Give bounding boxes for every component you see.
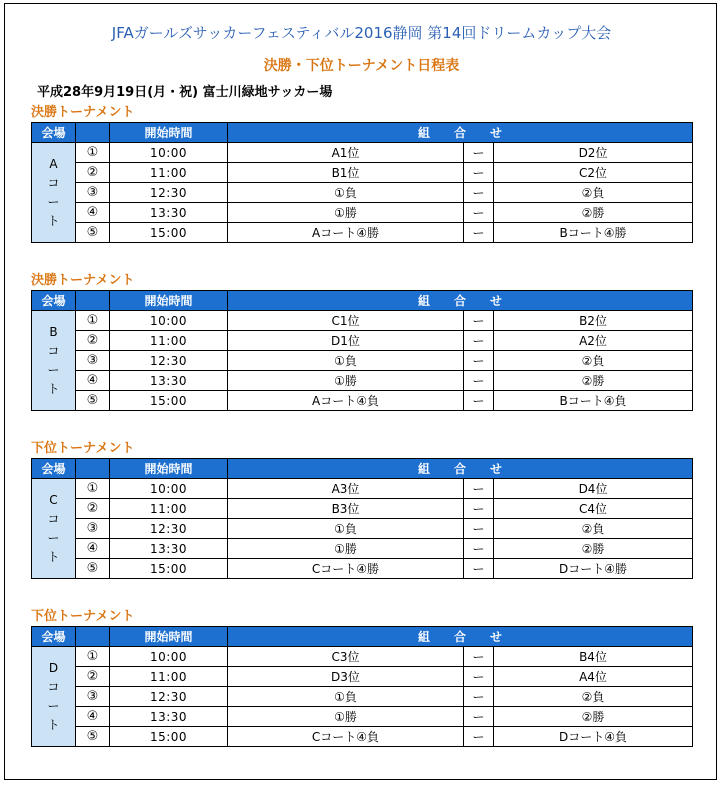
court-char: コ: [47, 511, 60, 526]
start-time: 12:30: [110, 183, 228, 203]
court-char: ー: [47, 698, 60, 713]
match-number: ③: [76, 351, 110, 371]
page-title: JFAガールズサッカーフェスティバル2016静岡 第14回ドリームカップ大会: [111, 24, 612, 42]
match-number: ①: [76, 479, 110, 499]
versus-separator: ー: [464, 331, 494, 351]
date-venue-line: 平成28年9月19日(月・祝) 富士川緑地サッカー場: [37, 85, 333, 100]
away-team: Dコート④負: [494, 727, 693, 747]
header-start-time: 開始時間: [110, 291, 228, 311]
court-char: ー: [47, 362, 60, 377]
versus-separator: ー: [464, 539, 494, 559]
court-char: ト: [47, 717, 60, 732]
table-row: [32, 391, 693, 411]
match-number: ⑤: [76, 559, 110, 579]
away-team: A2位: [494, 331, 693, 351]
start-time: 13:30: [110, 707, 228, 727]
versus-separator: ー: [464, 351, 494, 371]
versus-separator: ー: [464, 519, 494, 539]
table-header-row: [32, 291, 693, 311]
court-char: ト: [47, 381, 60, 396]
away-team: D4位: [494, 479, 693, 499]
away-team: ②勝: [494, 707, 693, 727]
versus-separator: ー: [464, 183, 494, 203]
match-number: ①: [76, 311, 110, 331]
home-team: A1位: [228, 143, 464, 163]
court-char: ー: [47, 194, 60, 209]
versus-separator: ー: [464, 371, 494, 391]
away-team: Bコート④勝: [494, 223, 693, 243]
start-time: 13:30: [110, 539, 228, 559]
table-row: [32, 479, 693, 499]
home-team: ①勝: [228, 539, 464, 559]
away-team: A4位: [494, 667, 693, 687]
home-team: D3位: [228, 667, 464, 687]
match-number: ⑤: [76, 727, 110, 747]
start-time: 15:00: [110, 223, 228, 243]
versus-separator: ー: [464, 647, 494, 667]
court-char: コ: [47, 679, 60, 694]
schedule-section: [31, 608, 694, 747]
away-team: C4位: [494, 499, 693, 519]
schedule-table: [31, 458, 693, 579]
table-header-row: [32, 123, 693, 143]
match-number: ④: [76, 371, 110, 391]
table-row: [32, 499, 693, 519]
header-venue: 会場: [32, 123, 76, 143]
table-row: [32, 223, 693, 243]
court-char: コ: [47, 343, 60, 358]
match-number: ⑤: [76, 391, 110, 411]
header-start-time: 開始時間: [110, 627, 228, 647]
table-row: [32, 519, 693, 539]
home-team: ①負: [228, 687, 464, 707]
start-time: 15:00: [110, 559, 228, 579]
home-team: A3位: [228, 479, 464, 499]
match-number: ④: [76, 707, 110, 727]
home-team: B3位: [228, 499, 464, 519]
away-team: ②負: [494, 183, 693, 203]
section-label: 決勝トーナメント: [31, 273, 135, 288]
header-blank: [76, 123, 110, 143]
away-team: ②負: [494, 351, 693, 371]
header-venue: 会場: [32, 459, 76, 479]
court-cell: [32, 311, 76, 411]
schedule-table: [31, 626, 693, 747]
match-number: ③: [76, 519, 110, 539]
match-number: ⑤: [76, 223, 110, 243]
away-team: B4位: [494, 647, 693, 667]
table-header-row: [32, 627, 693, 647]
header-match: 組 合 せ: [228, 123, 693, 143]
table-row: [32, 539, 693, 559]
start-time: 13:30: [110, 203, 228, 223]
match-number: ③: [76, 687, 110, 707]
start-time: 15:00: [110, 727, 228, 747]
court-char: ー: [47, 530, 60, 545]
versus-separator: ー: [464, 311, 494, 331]
start-time: 10:00: [110, 143, 228, 163]
start-time: 11:00: [110, 667, 228, 687]
versus-separator: ー: [464, 391, 494, 411]
header-blank: [76, 291, 110, 311]
home-team: ①負: [228, 183, 464, 203]
schedule-section: [31, 440, 694, 579]
versus-separator: ー: [464, 163, 494, 183]
home-team: D1位: [228, 331, 464, 351]
match-number: ①: [76, 647, 110, 667]
header-venue: 会場: [32, 627, 76, 647]
home-team: B1位: [228, 163, 464, 183]
versus-separator: ー: [464, 687, 494, 707]
away-team: C2位: [494, 163, 693, 183]
start-time: 12:30: [110, 351, 228, 371]
home-team: Cコート④負: [228, 727, 464, 747]
away-team: ②勝: [494, 371, 693, 391]
schedule-section: [31, 272, 694, 411]
versus-separator: ー: [464, 667, 494, 687]
away-team: ②負: [494, 687, 693, 707]
start-time: 11:00: [110, 331, 228, 351]
table-row: [32, 687, 693, 707]
away-team: Bコート④負: [494, 391, 693, 411]
header-blank: [76, 459, 110, 479]
start-time: 15:00: [110, 391, 228, 411]
court-char: C: [49, 492, 58, 507]
home-team: ①負: [228, 351, 464, 371]
versus-separator: ー: [464, 203, 494, 223]
header-blank: [76, 627, 110, 647]
court-cell: [32, 143, 76, 243]
table-row: [32, 143, 693, 163]
start-time: 12:30: [110, 687, 228, 707]
versus-separator: ー: [464, 559, 494, 579]
versus-separator: ー: [464, 499, 494, 519]
match-number: ②: [76, 331, 110, 351]
home-team: C3位: [228, 647, 464, 667]
header-match: 組 合 せ: [228, 459, 693, 479]
section-label: 決勝トーナメント: [31, 105, 135, 120]
table-row: [32, 331, 693, 351]
start-time: 10:00: [110, 479, 228, 499]
table-row: [32, 647, 693, 667]
versus-separator: ー: [464, 143, 494, 163]
page-subtitle: 決勝・下位トーナメント日程表: [263, 58, 460, 74]
court-char: ト: [47, 213, 60, 228]
home-team: ①勝: [228, 707, 464, 727]
table-row: [32, 667, 693, 687]
away-team: ②勝: [494, 203, 693, 223]
court-char: ト: [47, 549, 60, 564]
schedule-table: [31, 290, 693, 411]
header-match: 組 合 せ: [228, 291, 693, 311]
away-team: B2位: [494, 311, 693, 331]
away-team: Dコート④勝: [494, 559, 693, 579]
match-number: ③: [76, 183, 110, 203]
home-team: C1位: [228, 311, 464, 331]
home-team: Aコート④勝: [228, 223, 464, 243]
home-team: Cコート④勝: [228, 559, 464, 579]
versus-separator: ー: [464, 223, 494, 243]
home-team: ①勝: [228, 371, 464, 391]
schedule-section: [31, 104, 694, 243]
table-row: [32, 707, 693, 727]
away-team: ②負: [494, 519, 693, 539]
header-match: 組 合 せ: [228, 627, 693, 647]
home-team: Aコート④負: [228, 391, 464, 411]
table-header-row: [32, 459, 693, 479]
header-start-time: 開始時間: [110, 123, 228, 143]
versus-separator: ー: [464, 707, 494, 727]
start-time: 11:00: [110, 163, 228, 183]
table-row: [32, 559, 693, 579]
away-team: D2位: [494, 143, 693, 163]
match-number: ①: [76, 143, 110, 163]
away-team: ②勝: [494, 539, 693, 559]
schedule-table: [31, 122, 693, 243]
versus-separator: ー: [464, 479, 494, 499]
section-label: 下位トーナメント: [31, 609, 135, 624]
match-number: ④: [76, 539, 110, 559]
table-row: [32, 203, 693, 223]
court-char: A: [49, 156, 58, 171]
start-time: 10:00: [110, 311, 228, 331]
start-time: 13:30: [110, 371, 228, 391]
header-venue: 会場: [32, 291, 76, 311]
table-row: [32, 727, 693, 747]
table-row: [32, 183, 693, 203]
section-label: 下位トーナメント: [31, 441, 135, 456]
start-time: 12:30: [110, 519, 228, 539]
table-row: [32, 163, 693, 183]
start-time: 11:00: [110, 499, 228, 519]
match-number: ②: [76, 163, 110, 183]
home-team: ①負: [228, 519, 464, 539]
court-char: コ: [47, 175, 60, 190]
start-time: 10:00: [110, 647, 228, 667]
court-cell: [32, 647, 76, 747]
table-row: [32, 351, 693, 371]
table-row: [32, 371, 693, 391]
header-start-time: 開始時間: [110, 459, 228, 479]
match-number: ④: [76, 203, 110, 223]
court-char: D: [48, 660, 59, 675]
court-char: B: [49, 324, 58, 339]
match-number: ②: [76, 499, 110, 519]
table-row: [32, 311, 693, 331]
home-team: ①勝: [228, 203, 464, 223]
versus-separator: ー: [464, 727, 494, 747]
court-cell: [32, 479, 76, 579]
match-number: ②: [76, 667, 110, 687]
